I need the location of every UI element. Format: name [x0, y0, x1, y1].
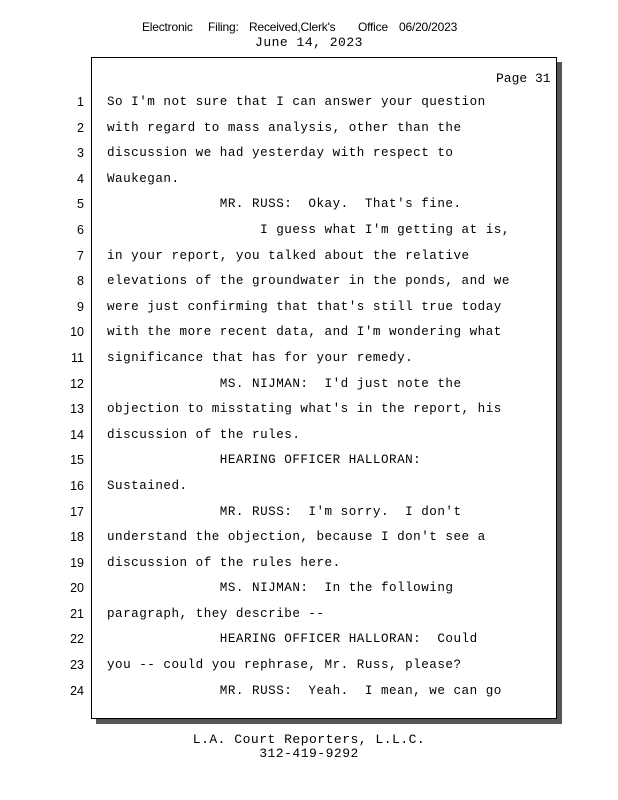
- line-number: 24: [70, 683, 84, 698]
- line-text: discussion of the rules here.: [107, 555, 341, 570]
- line-number: 13: [70, 402, 84, 417]
- transcript-line: [0, 244, 618, 270]
- transcript-line: [0, 90, 618, 116]
- line-number: 18: [70, 530, 84, 545]
- line-number: 21: [70, 606, 84, 621]
- transcript-line: [0, 141, 618, 167]
- line-number: 1: [77, 95, 84, 109]
- transcript-line: [0, 448, 618, 474]
- transcript-line: [0, 116, 618, 142]
- line-text: elevations of the groundwater in the ponds, and we: [107, 274, 510, 289]
- line-number: 19: [70, 555, 84, 570]
- transcript-line: [0, 320, 618, 346]
- line-text: MS. NIJMAN: I'd just note the: [107, 376, 462, 391]
- line-text: paragraph, they describe --: [107, 606, 325, 621]
- transcript-line: [0, 269, 618, 295]
- line-text: Sustained.: [107, 478, 188, 493]
- line-text: MR. RUSS: Yeah. I mean, we can go: [107, 683, 502, 698]
- reporter-company: L.A. Court Reporters, L.L.C.: [192, 732, 426, 747]
- stamp-electronic: Electronic: [142, 20, 193, 34]
- page-number: Page 31: [496, 71, 551, 86]
- line-text: were just confirming that that's still true today: [107, 299, 502, 314]
- line-number: 16: [70, 478, 84, 493]
- line-number: 20: [70, 581, 84, 596]
- line-number: 14: [70, 427, 84, 442]
- stamp-received: Received,Clerk's: [249, 20, 336, 34]
- transcript-line: [0, 500, 618, 526]
- line-number: 22: [70, 632, 84, 647]
- line-number: 3: [77, 146, 84, 161]
- line-number: 12: [70, 376, 84, 391]
- transcript-line: [0, 627, 618, 653]
- line-number: 15: [70, 453, 84, 468]
- line-number: 8: [77, 274, 84, 289]
- transcript-line: [0, 295, 618, 321]
- reporter-phone: 312-419-9292: [259, 746, 359, 761]
- line-text: in your report, you talked about the relative: [107, 248, 470, 263]
- line-text: So I'm not sure that I can answer your question: [107, 95, 486, 109]
- line-text: MR. RUSS: Okay. That's fine.: [107, 197, 462, 212]
- line-number: 4: [77, 171, 84, 186]
- transcript-line: [0, 346, 618, 372]
- footer: [0, 733, 618, 761]
- transcript-line: [0, 602, 618, 628]
- line-number: 23: [70, 658, 84, 673]
- transcript-line: [0, 576, 618, 602]
- line-text: with the more recent data, and I'm wondering what: [107, 325, 502, 340]
- line-number: 10: [70, 325, 84, 340]
- line-number: 7: [77, 248, 84, 263]
- transcript-line: [0, 474, 618, 500]
- transcript-line: [0, 653, 618, 679]
- transcript-line: [0, 525, 618, 551]
- line-text: discussion we had yesterday with respect to: [107, 146, 454, 161]
- transcript-date: June 14, 2023: [255, 35, 363, 50]
- transcript-line: [0, 551, 618, 577]
- line-text: discussion of the rules.: [107, 427, 301, 442]
- line-number: 6: [77, 222, 84, 237]
- stamp-filing: Filing:: [208, 20, 239, 34]
- line-number: 17: [70, 504, 84, 519]
- line-text: you -- could you rephrase, Mr. Russ, please?: [107, 658, 462, 673]
- line-number: 2: [77, 120, 84, 135]
- line-text: HEARING OFFICER HALLORAN:: [107, 453, 422, 468]
- transcript-line: [0, 397, 618, 423]
- line-text: objection to misstating what's in the report, his: [107, 402, 502, 417]
- line-text: understand the objection, because I don't see a: [107, 530, 486, 545]
- line-number: 11: [71, 350, 84, 365]
- line-text: with regard to mass analysis, other than the: [107, 120, 462, 135]
- line-text: HEARING OFFICER HALLORAN: Could: [107, 632, 478, 647]
- transcript-line: [0, 167, 618, 193]
- transcript-line: [0, 192, 618, 218]
- transcript-line: [0, 372, 618, 398]
- line-text: MS. NIJMAN: In the following: [107, 581, 454, 596]
- line-text: MR. RUSS: I'm sorry. I don't: [107, 504, 462, 519]
- line-number: 9: [77, 299, 84, 314]
- transcript-lines: [0, 90, 618, 704]
- transcript-line: [0, 423, 618, 449]
- line-text: I guess what I'm getting at is,: [107, 222, 510, 237]
- stamp-date: 06/20/2023: [399, 20, 458, 34]
- transcript-line: [0, 679, 618, 705]
- line-text: significance that has for your remedy.: [107, 350, 414, 365]
- stamp-office: Office: [358, 20, 388, 34]
- line-number: 5: [77, 197, 84, 212]
- transcript-line: [0, 218, 618, 244]
- line-text: Waukegan.: [107, 171, 180, 186]
